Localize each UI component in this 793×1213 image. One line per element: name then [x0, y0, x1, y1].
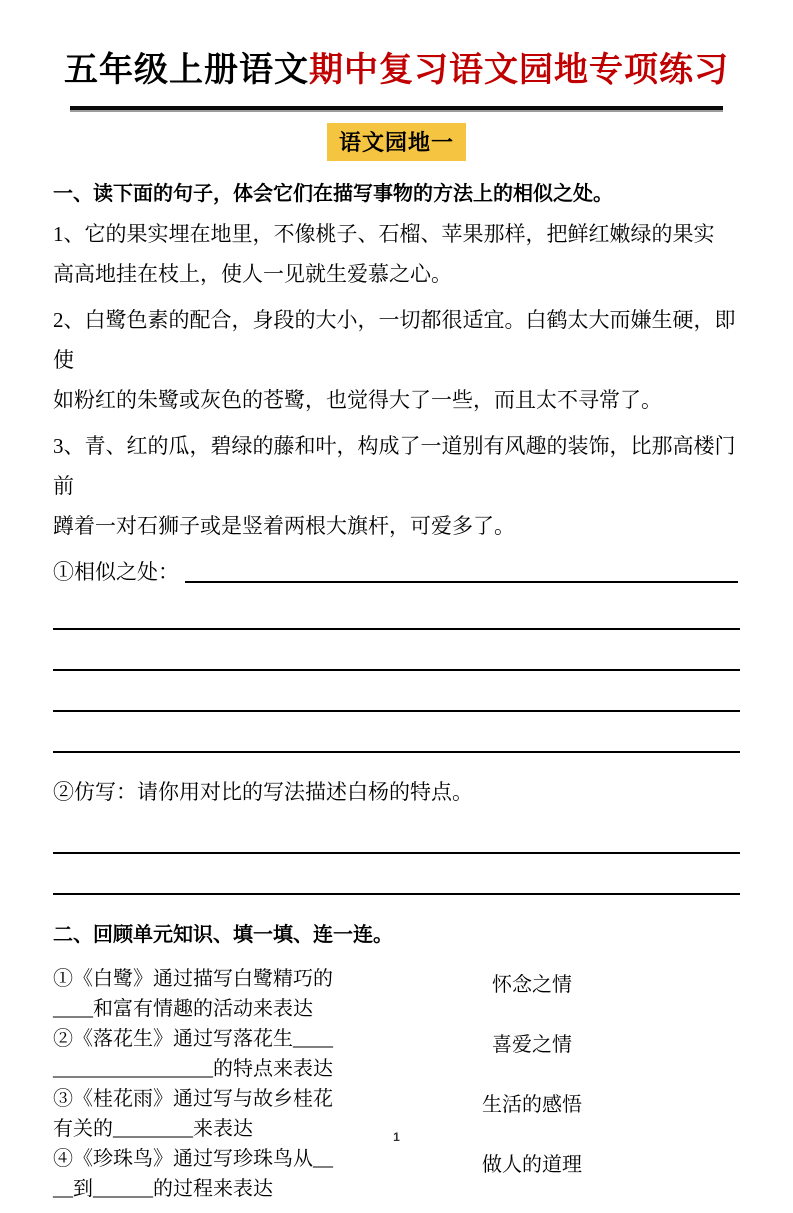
question-2-label: ②仿写：请你用对比的写法描述白杨的特点。: [53, 779, 473, 804]
match-left-line: ③《桂花雨》通过写与故乡桂花: [53, 1087, 333, 1110]
section-badge: 语文园地一: [327, 123, 466, 161]
page-title: [53, 50, 740, 93]
match-right-option: 喜爱之情: [492, 1033, 572, 1056]
match-left-line: 有关的________来表达: [53, 1117, 253, 1140]
match-left-line: ②《落花生》通过写落花生____: [53, 1027, 333, 1050]
answer-line: [53, 809, 740, 854]
answer-line: [185, 559, 738, 583]
worksheet-page: [0, 50, 793, 1200]
title-divider: [70, 106, 723, 112]
question-1-row: [53, 555, 740, 589]
match-left-line: ④《珍珠鸟》通过写珍珠鸟从__: [53, 1147, 333, 1170]
sentence-2: [53, 300, 740, 420]
answer-line: [53, 630, 740, 671]
answer-line: [53, 671, 740, 712]
answer-line: [53, 712, 740, 753]
section2-heading: 二、回顾单元知识、填一填、连一连。: [53, 923, 393, 946]
sentence-3: [53, 426, 740, 546]
sentence-3-line-1: 3、青、红的瓜，碧绿的藤和叶，构成了一道别有风趣的装饰，比那高楼门前: [53, 433, 736, 498]
answer-line: [53, 589, 740, 630]
sentence-1: [53, 214, 740, 294]
sentence-1-line-1: 1、它的果实埋在地里，不像桃子、石榴、苹果那样，把鲜红嫩绿的果实: [53, 221, 715, 246]
match-left-column: [53, 964, 467, 1204]
match-left-line: ①《白鹭》通过描写白鹭精巧的: [53, 967, 333, 990]
match-right-option: 怀念之情: [492, 973, 572, 996]
page-number: 1: [393, 1130, 400, 1144]
match-left-line: ________________的特点来表达: [53, 1057, 333, 1080]
badge-row: [53, 123, 740, 161]
match-right-option: 生活的感悟: [482, 1093, 582, 1116]
title-red-segment: 期中复习语文园地专项练习: [309, 52, 729, 89]
answer-line: [53, 854, 740, 895]
matching-exercise: [53, 964, 740, 1213]
sentence-2-line-1: 2、白鹭色素的配合，身段的大小，一切都很适宜。白鹤太大而嫌生硬，即使: [53, 307, 736, 372]
sentence-3-line-2: 蹲着一对石狮子或是竖着两根大旗杆，可爱多了。: [53, 513, 515, 538]
sentence-2-line-2: 如粉红的朱鹭或灰色的苍鹭，也觉得大了一些，而且太不寻常了。: [53, 387, 662, 412]
match-right-option: 做人的道理: [482, 1153, 582, 1176]
match-left-line: ____和富有情趣的活动来表达: [53, 997, 313, 1020]
question-1-label: ①相似之处：: [53, 559, 179, 584]
section1-heading: 一、读下面的句子，体会它们在描写事物的方法上的相似之处。: [53, 182, 613, 205]
match-right-column: [467, 964, 597, 1213]
match-left-line: __到______的过程来表达: [53, 1177, 273, 1200]
title-black-segment: 五年级上册语文: [64, 52, 309, 89]
sentence-1-line-2: 高高地挂在枝上，使人一见就生爱慕之心。: [53, 261, 452, 286]
